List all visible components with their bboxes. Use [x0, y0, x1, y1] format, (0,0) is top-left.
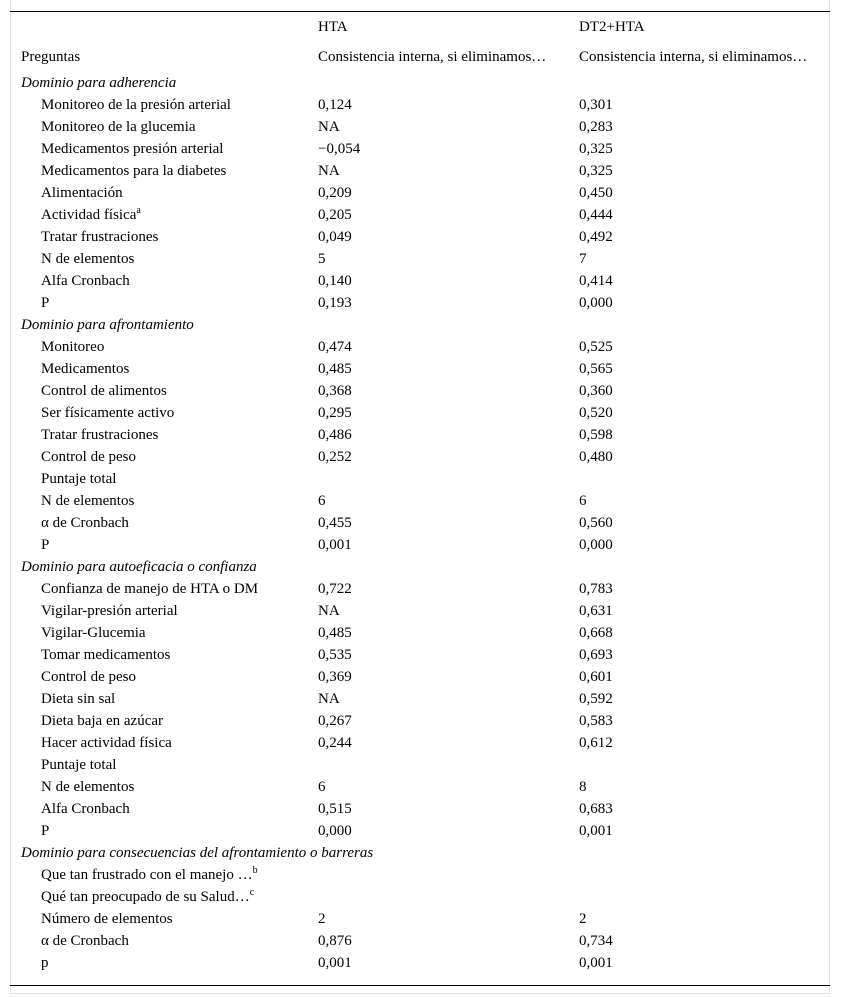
row-label-text: α de Cronbach	[41, 933, 129, 949]
dt2-value: 7	[579, 251, 587, 267]
row-label	[41, 206, 141, 224]
dt2-value: 0,734	[579, 933, 613, 949]
dt2-value: 0,325	[579, 141, 613, 157]
hta-value: 0,267	[318, 713, 352, 729]
hta-value: 0,209	[318, 185, 352, 201]
row-label-text: N de elementos	[41, 493, 135, 509]
hta-value: 0,295	[318, 405, 352, 421]
row-label	[41, 382, 167, 400]
dt2-value: 0,592	[579, 691, 613, 707]
row-label-text: Puntaje total	[41, 757, 117, 773]
row-label	[41, 492, 134, 510]
hta-value: 0,140	[318, 273, 352, 289]
row-label	[41, 800, 130, 818]
row-label	[41, 690, 115, 708]
col-hta-subtitle: Consistencia interna, si eliminamos…	[318, 49, 547, 65]
dt2-value: 0,668	[579, 625, 613, 641]
row-label	[41, 162, 226, 180]
dt2-value: 0,283	[579, 119, 613, 135]
hta-value: NA	[318, 119, 340, 135]
row-label	[41, 778, 134, 796]
dt2-value: 0,601	[579, 669, 613, 685]
row-label	[41, 712, 163, 730]
row-label	[41, 338, 104, 356]
row-label-text: Alfa Cronbach	[41, 801, 130, 817]
row-label-text: N de elementos	[41, 779, 135, 795]
hta-value: 0,485	[318, 625, 352, 641]
row-label	[41, 426, 158, 444]
row-label-text: Tratar frustraciones	[41, 229, 159, 245]
hta-value: 0,369	[318, 669, 352, 685]
row-label	[41, 360, 129, 378]
hta-value: 0,205	[318, 207, 352, 223]
row-label-text: α de Cronbach	[41, 515, 129, 531]
hta-value: 0,368	[318, 383, 352, 399]
dt2-value: 0,598	[579, 427, 613, 443]
row-label	[41, 96, 231, 114]
row-label-text: Qué tan preocupado de su Salud…	[41, 889, 250, 905]
dt2-value: 0,001	[579, 823, 613, 839]
row-label	[41, 602, 178, 620]
row-label-text: Que tan frustrado con el manejo …	[41, 867, 253, 883]
row-label	[41, 668, 136, 686]
row-label-text: Medicamentos	[41, 361, 130, 377]
hta-value: −0,054	[318, 141, 361, 157]
hta-value: 0,193	[318, 295, 352, 311]
dt2-value: 0,612	[579, 735, 613, 751]
hta-value: 0,001	[318, 955, 352, 971]
dt2-value: 0,414	[579, 273, 613, 289]
row-label-text: Control de alimentos	[41, 383, 167, 399]
dt2-value: 0,583	[579, 713, 613, 729]
section-title: Dominio para adherencia	[21, 75, 177, 91]
row-label	[41, 514, 129, 532]
table-bottom-rule	[10, 985, 830, 986]
row-label-text: Medicamentos para la diabetes	[41, 163, 227, 179]
dt2-value: 0,000	[579, 295, 613, 311]
row-label-text: Actividad física	[41, 207, 137, 223]
dt2-value: 0,450	[579, 185, 613, 201]
row-label-text: Tratar frustraciones	[41, 427, 159, 443]
row-label-text: Dieta baja en azúcar	[41, 713, 163, 729]
row-label-text: Vigilar-Glucemia	[41, 625, 146, 641]
dt2-value: 0,693	[579, 647, 613, 663]
row-label-text: Medicamentos presión arterial	[41, 141, 224, 157]
row-label	[41, 734, 172, 752]
row-label	[41, 646, 170, 664]
dt2-value: 0,631	[579, 603, 613, 619]
dt2-value: 0,683	[579, 801, 613, 817]
hta-value: 0,244	[318, 735, 352, 751]
row-label-text: Monitoreo de la presión arterial	[41, 97, 231, 113]
row-label	[41, 140, 223, 158]
row-label	[41, 932, 129, 950]
row-label-text: Alfa Cronbach	[41, 273, 130, 289]
hta-value: 0,252	[318, 449, 352, 465]
hta-value: NA	[318, 603, 340, 619]
dt2-value: 0,001	[579, 955, 613, 971]
dt2-value: 0,360	[579, 383, 613, 399]
row-label-text: P	[41, 823, 50, 839]
col-dt2-subtitle: Consistencia interna, si eliminamos…	[579, 49, 808, 65]
row-label	[41, 470, 116, 488]
dt2-value: 0,525	[579, 339, 613, 355]
dt2-value: 0,000	[579, 537, 613, 553]
row-label	[41, 888, 254, 906]
footnote-marker: c	[249, 887, 255, 898]
hta-value: 0,876	[318, 933, 352, 949]
row-label-text: Monitoreo	[41, 339, 105, 355]
row-label	[41, 866, 258, 884]
dt2-value: 0,480	[579, 449, 613, 465]
hta-value: 0,722	[318, 581, 352, 597]
row-label-text: P	[41, 537, 50, 553]
dt2-value: 0,492	[579, 229, 613, 245]
footnote-marker: b	[252, 865, 258, 876]
row-label-text: Ser físicamente activo	[41, 405, 175, 421]
row-label-text: p	[41, 955, 49, 971]
hta-value: NA	[318, 691, 340, 707]
dt2-value: 2	[579, 911, 587, 927]
hta-value: 6	[318, 493, 326, 509]
hta-value: 0,049	[318, 229, 352, 245]
row-label-text: P	[41, 295, 50, 311]
row-label-text: N de elementos	[41, 251, 135, 267]
row-label-header: Preguntas	[21, 49, 81, 65]
hta-value: 0,486	[318, 427, 352, 443]
section-title: Dominio para consecuencias del afrontamiento o barreras	[21, 845, 374, 861]
row-label-text: Dieta sin sal	[41, 691, 116, 707]
col-dt2-title: DT2+HTA	[579, 19, 645, 35]
hta-value: 0,124	[318, 97, 352, 113]
row-label-text: Monitoreo de la glucemia	[41, 119, 196, 135]
row-label	[41, 118, 196, 136]
dt2-value: 8	[579, 779, 587, 795]
table-top-rule	[10, 11, 830, 12]
row-label	[41, 910, 173, 928]
hta-value: 0,515	[318, 801, 352, 817]
row-label-text: Puntaje total	[41, 471, 117, 487]
dt2-value: 0,520	[579, 405, 613, 421]
hta-value: 2	[318, 911, 326, 927]
hta-value: 0,535	[318, 647, 352, 663]
col-hta-title: HTA	[318, 19, 348, 35]
row-label	[41, 580, 258, 598]
row-label	[41, 184, 123, 202]
hta-value: 0,001	[318, 537, 352, 553]
row-label-text: Control de peso	[41, 669, 136, 685]
row-label	[41, 756, 116, 774]
row-label	[41, 822, 49, 840]
dt2-value: 0,301	[579, 97, 613, 113]
row-label	[41, 536, 49, 554]
row-label-text: Control de peso	[41, 449, 136, 465]
row-label	[41, 272, 130, 290]
section-title: Dominio para afrontamiento	[21, 317, 194, 333]
row-label-text: Hacer actividad física	[41, 735, 172, 751]
dt2-value: 0,783	[579, 581, 613, 597]
hta-value: 0,485	[318, 361, 352, 377]
hta-value: NA	[318, 163, 340, 179]
row-label	[41, 624, 146, 642]
row-label	[41, 954, 49, 972]
row-label-text: Tomar medicamentos	[41, 647, 171, 663]
row-label-text: Número de elementos	[41, 911, 173, 927]
dt2-value: 0,560	[579, 515, 613, 531]
dt2-value: 0,444	[579, 207, 613, 223]
row-label-text: Alimentación	[41, 185, 123, 201]
row-label	[41, 448, 136, 466]
row-label-text: Vigilar-presión arterial	[41, 603, 178, 619]
row-label	[41, 228, 158, 246]
hta-value: 0,474	[318, 339, 352, 355]
row-label	[41, 294, 49, 312]
hta-value: 0,000	[318, 823, 352, 839]
section-title: Dominio para autoeficacia o confianza	[21, 559, 257, 575]
footnote-marker: a	[136, 205, 141, 216]
hta-value: 5	[318, 251, 326, 267]
dt2-value: 6	[579, 493, 587, 509]
dt2-value: 0,325	[579, 163, 613, 179]
hta-value: 0,455	[318, 515, 352, 531]
row-label-text: Confianza de manejo de HTA o DM	[41, 581, 259, 597]
row-label	[41, 250, 134, 268]
hta-value: 6	[318, 779, 326, 795]
row-label	[41, 404, 174, 422]
dt2-value: 0,565	[579, 361, 613, 377]
